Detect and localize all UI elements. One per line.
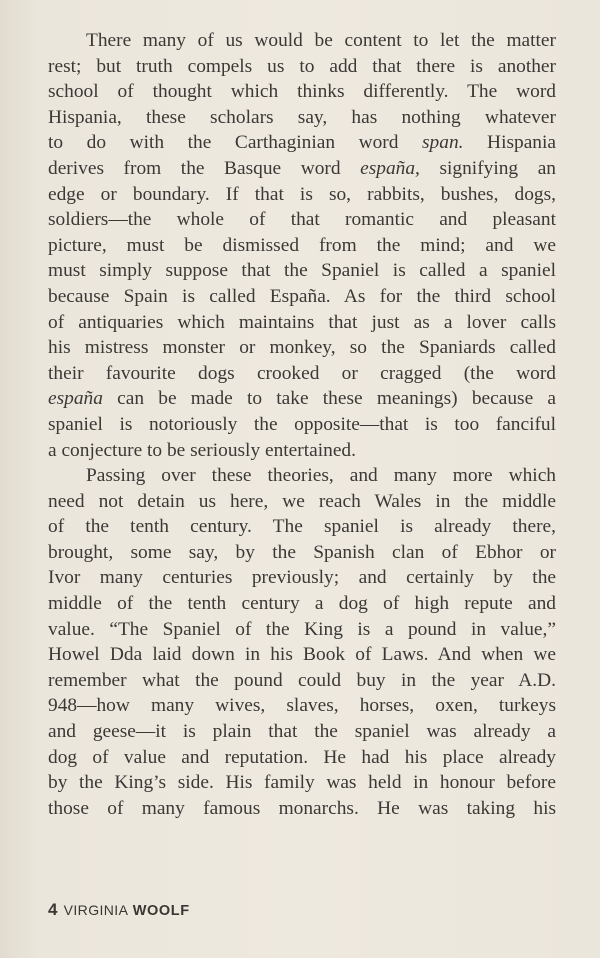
text-line: picture, must be dismissed from the mind; and we [48, 234, 556, 256]
text-line: remember what the pound could buy in the year A.D. [48, 669, 556, 691]
text-line [48, 130, 556, 156]
text-line: value. “The Spaniel of the King is a pound in value,” [48, 618, 556, 640]
text-line: Howel Dda laid down in his Book of Laws. And when we [48, 644, 556, 666]
text-line: school of thought which thinks differently. The word [48, 81, 556, 103]
text-line: 948—how many wives, slaves, horses, oxen, turkeys [48, 695, 556, 717]
text-line: because Spain is called España. As for the third school [48, 285, 556, 307]
text-line: of the tenth century. The spaniel is already there, [48, 516, 556, 538]
text-line: his mistress monster or monkey, so the Spaniards called [48, 337, 556, 359]
text-line: a conjecture to be seriously entertained. [48, 439, 356, 461]
body-text [48, 28, 556, 821]
italic-word: españa, [360, 157, 420, 179]
author-last-name: WOOLF [132, 903, 190, 919]
text-line: and geese—it is plain that the spaniel was already a [48, 721, 556, 743]
text-line: There many of us would be content to let the matter [86, 30, 556, 51]
text-line: brought, some say, by the Spanish clan of Ebhor or [48, 541, 556, 563]
text-run: to do with the Carthaginian word [48, 132, 423, 154]
text-line: need not detain us here, we reach Wales in the middle [48, 490, 556, 512]
text-line: their favourite dogs crooked or cragged (the word [48, 362, 556, 384]
text-line: middle of the tenth century a dog of high repute and [48, 593, 556, 615]
text-line: dog of value and reputation. He had his place already [48, 746, 556, 768]
text-line [48, 156, 556, 182]
text-line: must simply suppose that the Spaniel is called a spaniel [48, 260, 556, 282]
text-line: by the King’s side. His family was held in honour before [48, 772, 556, 794]
text-line: of antiquaries which maintains that just as a lover calls [48, 311, 556, 333]
page-footer [48, 900, 190, 920]
text-line: Hispania, these scholars say, has nothing whatever [48, 106, 556, 128]
text-line: edge or boundary. If that is so, rabbits, bushes, dogs, [48, 183, 556, 205]
text-line: those of many famous monarchs. He was taking his [48, 797, 556, 819]
text-line: Ivor many centuries previously; and certainly by the [48, 567, 556, 589]
italic-word: span. [422, 132, 464, 154]
text-line [48, 386, 556, 412]
text-run: Hispania [463, 132, 556, 154]
text-line: Passing over these theories, and many more which [86, 465, 556, 487]
text-line: rest; but truth compels us to add that there is another [48, 55, 556, 77]
text-run: signifying an [419, 157, 556, 179]
page-number: 4 [48, 900, 58, 919]
italic-word: españa [48, 388, 103, 410]
text-line: soldiers—the whole of that romantic and pleasant [48, 209, 556, 231]
text-run: can be made to take these meanings) because a [102, 388, 556, 410]
author-first-name: VIRGINIA [63, 902, 129, 918]
text-line: spaniel is notoriously the opposite—that is too fanciful [48, 413, 556, 435]
text-run: derives from the Basque word [48, 157, 361, 179]
